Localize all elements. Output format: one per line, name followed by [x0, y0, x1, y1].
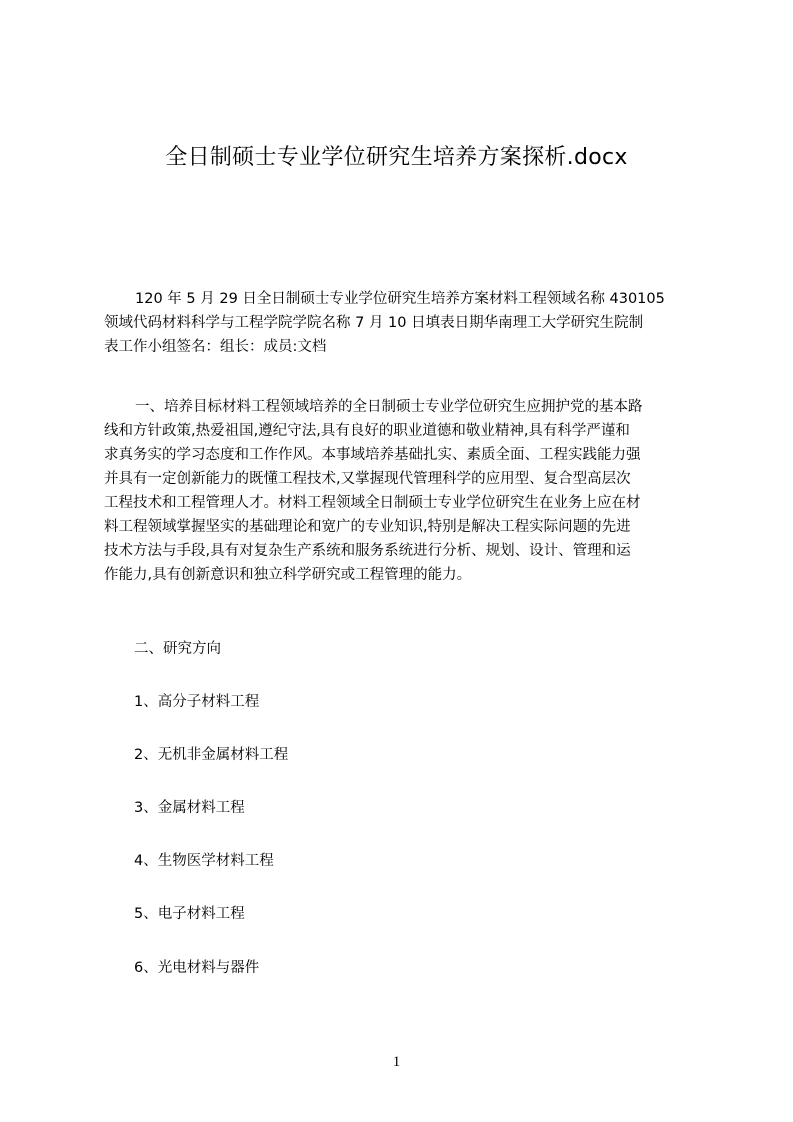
goals-line: 技术方法与手段,具有对复杂生产系统和服务系统进行分析、规划、设计、管理和运: [104, 543, 631, 559]
goals-line: 料工程领域掌握坚实的基础理论和宽广的专业知识,特别是解决工程实际问题的先进: [104, 519, 631, 535]
research-direction-item: 4、生物医学材料工程: [134, 853, 274, 869]
document-title: 全日制硕士专业学位研究生培养方案探析.docx: [165, 145, 628, 170]
intro-line: 120 年 5 月 29 日全日制硕士专业学位研究生培养方案材料工程领域名称 430105: [135, 291, 665, 307]
intro-paragraph: [104, 287, 700, 359]
goals-line: 一、培养目标材料工程领域培养的全日制硕士专业学位研究生应拥护党的基本路: [135, 399, 643, 415]
research-direction-item: 2、无机非金属材料工程: [134, 747, 289, 763]
goals-line: 线和方针政策,热爱祖国,遵纪守法,具有良好的职业道德和敬业精神,具有科学严谨和: [104, 423, 630, 439]
goals-line: 作能力,具有创新意识和独立科学研究或工程管理的能力。: [104, 567, 472, 583]
goals-line: 工程技术和工程管理人才。材料工程领域全日制硕士专业学位研究生在业务上应在材: [104, 495, 641, 511]
research-direction-item: 5、电子材料工程: [134, 906, 245, 922]
research-direction-item: 1、高分子材料工程: [134, 694, 260, 710]
goals-line: 并具有一定创新能力的既懂工程技术,又掌握现代管理科学的应用型、复合型高层次: [104, 471, 631, 487]
research-directions-heading: 二、研究方向: [134, 641, 221, 657]
page-number: 1: [392, 1054, 401, 1070]
training-goals-paragraph: [104, 395, 700, 587]
intro-line: 表工作小组签名：组长：成员:文档: [104, 339, 327, 355]
intro-line: 领域代码材料科学与工程学院学院名称 7 月 10 日填表日期华南理工大学研究生院制: [104, 315, 644, 331]
research-direction-item: 3、金属材料工程: [134, 800, 245, 816]
goals-line: 求真务实的学习态度和工作作风。本事域培养基础扎实、素质全面、工程实践能力强: [104, 447, 641, 463]
research-direction-item: 6、光电材料与器件: [134, 960, 260, 976]
